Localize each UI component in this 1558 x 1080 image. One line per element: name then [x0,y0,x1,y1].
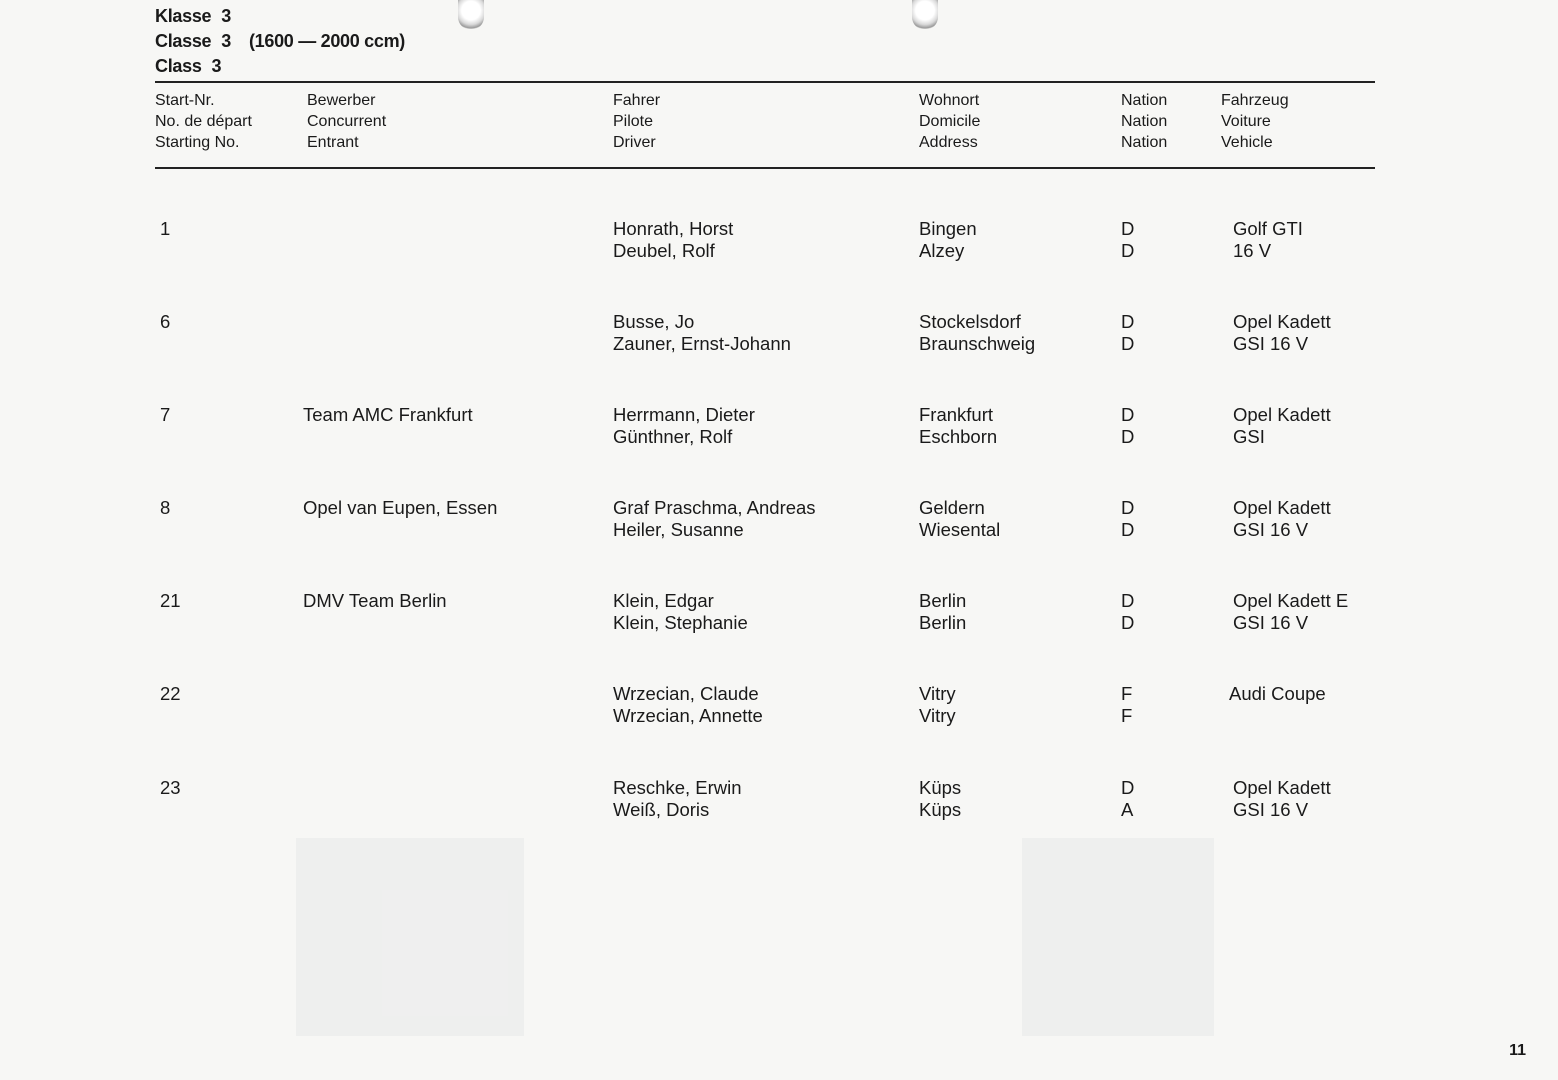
nations [1121,777,1134,820]
nation: D [1121,518,1135,540]
address: Küps [919,777,962,798]
vehicle [1229,683,1326,726]
nations [1121,404,1134,447]
column-header-label: Wohnort [919,92,980,109]
class-number: 3 [211,56,222,76]
class-label: Classe [155,31,212,51]
class-number: 3 [221,6,231,26]
driver-name: Klein, Edgar [613,590,714,611]
punch-hole-left [458,0,484,30]
entry-row [0,590,1558,634]
addresses [919,311,1035,354]
addresses [919,590,966,633]
nation: D [1121,404,1135,425]
class-line-de [155,4,405,29]
column-header-label: Start-Nr. [155,92,215,109]
start-number: 6 [160,311,171,332]
nations [1121,590,1134,633]
driver-name: Graf Praschma, Andreas [613,497,816,518]
column-header-label: Address [919,134,978,151]
entry-row [0,497,1558,541]
address: Alzey [919,239,965,261]
address: Eschborn [919,425,998,447]
drivers [613,683,763,726]
class-number: 3 [221,31,231,51]
vehicle-line: Golf GTI [1233,218,1303,239]
bleed-through-image-left [296,838,524,1036]
entrant: DMV Team Berlin [303,590,447,611]
nations [1121,497,1134,540]
entrant: Opel van Eupen, Essen [303,497,498,518]
drivers [613,497,816,540]
column-header-start [155,90,252,153]
driver-name: Busse, Jo [613,311,695,332]
addresses [919,404,997,447]
column-header-label: Nation [1121,134,1168,151]
class-line-fr [155,29,405,54]
vehicle [1233,590,1348,633]
start-number: 21 [160,590,181,611]
address: Vitry [919,704,956,726]
drivers [613,590,748,633]
column-header-label: Driver [613,134,656,151]
addresses [919,683,956,726]
column-header-label: Bewerber [307,92,376,109]
nation: D [1121,425,1135,447]
address: Geldern [919,497,985,518]
class-header [155,4,405,79]
class-label: Class [155,56,202,76]
driver-name: Wrzecian, Claude [613,683,759,704]
entry-row [0,404,1558,448]
address: Küps [919,798,962,820]
vehicle-line: Opel Kadett [1233,404,1331,425]
nation: D [1121,311,1135,332]
vehicle [1233,497,1331,540]
nation: D [1121,332,1135,354]
start-number: 8 [160,497,171,518]
column-header-address [919,90,980,153]
column-header-label: Entrant [307,134,359,151]
entry-row [0,311,1558,355]
vehicle [1233,311,1331,354]
vehicle-line: GSI 16 V [1233,332,1309,354]
vehicle-line: GSI 16 V [1233,518,1309,540]
entry-row [0,218,1558,262]
column-header-label: No. de départ [155,113,252,130]
nations [1121,218,1134,261]
start-number: 23 [160,777,181,798]
address: Berlin [919,611,967,633]
addresses [919,777,961,820]
column-header-driver [613,90,660,153]
entry-row [0,683,1558,727]
vehicle [1233,777,1331,820]
nation: D [1121,777,1135,798]
class-line-en [155,54,405,79]
vehicle-line: GSI 16 V [1233,611,1309,633]
drivers [613,311,791,354]
class-label: Klasse [155,6,212,26]
driver-name: Honrath, Horst [613,218,734,239]
punch-hole-right [912,0,938,30]
address: Braunschweig [919,332,1036,354]
nation: A [1121,798,1134,820]
nation: D [1121,239,1135,261]
column-header-label: Domicile [919,113,981,130]
nation: D [1121,218,1135,239]
address: Bingen [919,218,977,239]
column-header-label: Pilote [613,113,654,130]
column-header-label: Nation [1121,113,1168,130]
nation: D [1121,590,1135,611]
driver-name: Weiß, Doris [613,798,710,820]
drivers [613,404,755,447]
nation: F [1121,683,1133,704]
nations [1121,683,1132,726]
header-bottom-rule [155,167,1375,169]
addresses [919,218,977,261]
column-header-label: Nation [1121,92,1168,109]
class-capacity: (1600 — 2000 ccm) [248,31,405,51]
addresses [919,497,1000,540]
vehicle-line [1229,705,1326,727]
vehicle-line: Opel Kadett E [1233,590,1349,611]
address: Vitry [919,683,956,704]
nation: F [1121,704,1133,726]
start-number: 22 [160,683,181,704]
column-header-nation [1121,90,1167,153]
driver-name: Klein, Stephanie [613,611,748,633]
entry-row [0,777,1558,821]
bleed-through-image-right [1022,838,1214,1036]
driver-name: Zauner, Ernst-Johann [613,332,791,354]
column-header-label: Voiture [1221,113,1271,130]
address: Stockelsdorf [919,311,1021,332]
column-header-label: Starting No. [155,134,240,151]
address: Berlin [919,590,967,611]
driver-name: Günthner, Rolf [613,425,733,447]
header-top-rule [155,81,1375,83]
nations [1121,311,1134,354]
column-header-label: Fahrzeug [1221,92,1289,109]
vehicle-line: Opel Kadett [1233,497,1331,518]
nation: D [1121,611,1135,633]
driver-name: Herrmann, Dieter [613,404,755,425]
vehicle [1233,218,1303,261]
nation: D [1121,497,1135,518]
column-header-label: Fahrer [613,92,661,109]
drivers [613,218,733,261]
column-header-vehicle [1221,90,1289,153]
driver-name: Wrzecian, Annette [613,704,763,726]
vehicle-line: Opel Kadett [1233,777,1331,798]
vehicle [1233,404,1331,447]
column-header-label: Vehicle [1221,134,1273,151]
driver-name: Heiler, Susanne [613,518,744,540]
vehicle-line: Audi Coupe [1229,683,1326,704]
entrant: Team AMC Frankfurt [303,404,473,425]
vehicle-line: Opel Kadett [1233,311,1331,332]
vehicle-line: GSI 16 V [1233,798,1309,820]
vehicle-line: GSI [1233,425,1265,447]
column-header-label: Concurrent [307,113,387,130]
drivers [613,777,742,820]
column-header-entrant [307,90,386,153]
page-number: 11 [1509,1042,1526,1059]
address: Wiesental [919,518,1001,540]
start-number: 7 [160,404,171,425]
driver-name: Reschke, Erwin [613,777,742,798]
vehicle-line: 16 V [1233,239,1272,261]
start-number: 1 [160,218,171,239]
address: Frankfurt [919,404,994,425]
driver-name: Deubel, Rolf [613,239,715,261]
